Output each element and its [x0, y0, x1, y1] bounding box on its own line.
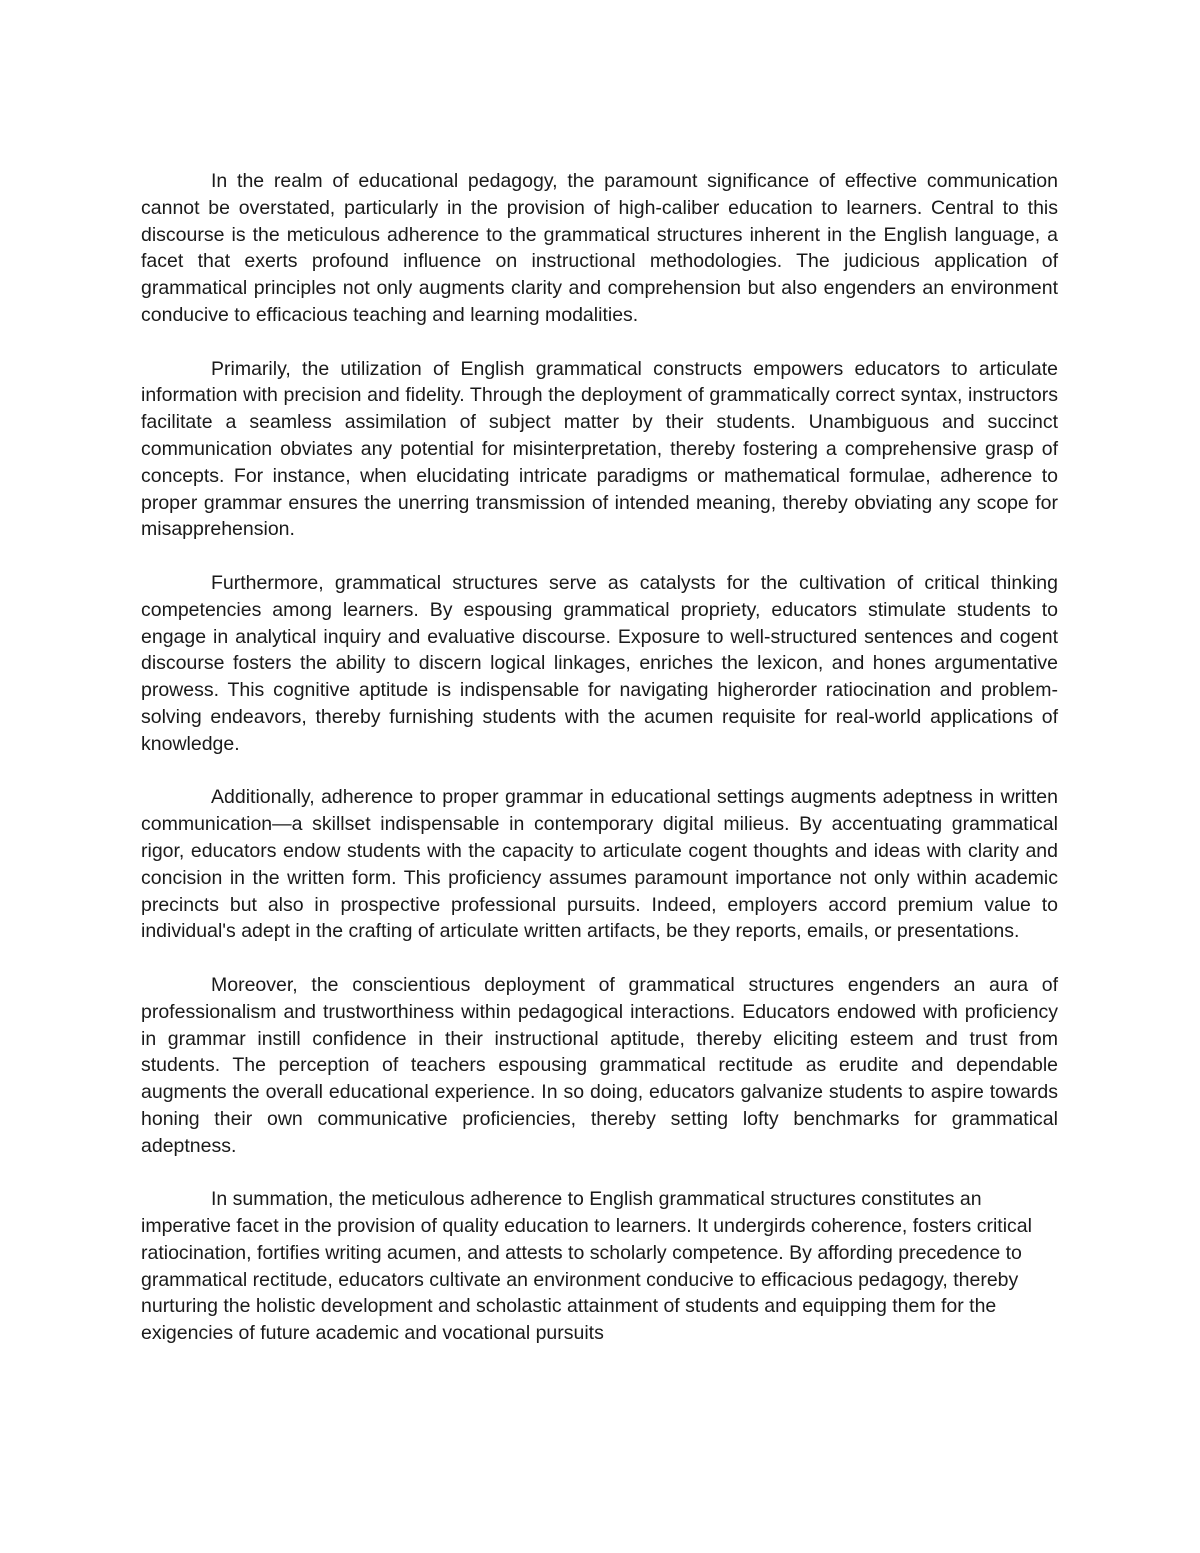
- document-body: [141, 168, 1058, 1347]
- paragraph-3: Furthermore, grammatical structures serve as catalysts for the cultivation of critical thinking competencies among learners. By espousing grammatical propriety, educators stimulate students to engage in analytical inquiry and evaluative discourse. Exposure to well-structured sentences and cogent discourse fosters the ability to discern logical linkages, enriches the lexicon, and hones argumentative prowess. This cognitive aptitude is indispensable for navigating higherorder ratiocination and problem-solving endeavors, thereby furnishing students with the acumen requisite for real-world applications of knowledge.: [141, 571, 1058, 755]
- paragraph-2: Primarily, the utilization of English grammatical constructs empowers educators to articulate information with precision and fidelity. Through the deployment of grammatically correct syntax, instructors facilitate a seamless assimilation of subject matter by their students. Unambiguous and succinct communication obviates any potential for misinterpretation, thereby fostering a comprehensive grasp of concepts. For instance, when elucidating intricate paradigms or mathematical formulae, adherence to proper grammar ensures the unerring transmission of intended meaning, thereby obviating any scope for misapprehension.: [141, 357, 1058, 541]
- paragraph-1: In the realm of educational pedagogy, the paramount significance of effective communication cannot be overstated, particularly in the provision of high-caliber education to learners. Central to this discourse is the meticulous adherence to the grammatical structures inherent in the English language, a facet that exerts profound influence on instructional methodologies. The judicious application of grammatical principles not only augments clarity and comprehension but also engenders an environment conducive to efficacious teaching and learning modalities.: [141, 170, 1058, 326]
- paragraph-6: In summation, the meticulous adherence to English grammatical structures constitutes an imperative facet in the provision of quality education to learners. It undergirds coherence, fosters critical ratiocination, fortifies writing acumen, and attests to scholarly competence. By affording precedence to grammatical rectitude, educators cultivate an environment conducive to efficacious pedagogy, thereby nurturing the holistic development and scholastic attainment of students and equipping them for the exigencies of future academic and vocational pursuits: [141, 1188, 1032, 1345]
- paragraph-4: Additionally, adherence to proper grammar in educational settings augments adeptness in written communication—a skillset indispensable in contemporary digital milieus. By accentuating grammatical rigor, educators endow students with the capacity to articulate cogent thoughts and ideas with clarity and concision in the written form. This proficiency assumes paramount importance not only within academic precincts but also in prospective professional pursuits. Indeed, employers accord premium value to individual's adept in the crafting of articulate written artifacts, be they reports, emails, or presentations.: [141, 786, 1058, 943]
- paragraph-5: Moreover, the conscientious deployment of grammatical structures engenders an aura of professionalism and trustworthiness within pedagogical interactions. Educators endowed with proficiency in grammar instill confidence in their instructional aptitude, thereby eliciting esteem and trust from students. The perception of teachers espousing grammatical rectitude as erudite and dependable augments the overall educational experience. In so doing, educators galvanize students to aspire towards honing their own communicative proficiencies, thereby setting lofty benchmarks for grammatical adeptness.: [141, 973, 1058, 1157]
